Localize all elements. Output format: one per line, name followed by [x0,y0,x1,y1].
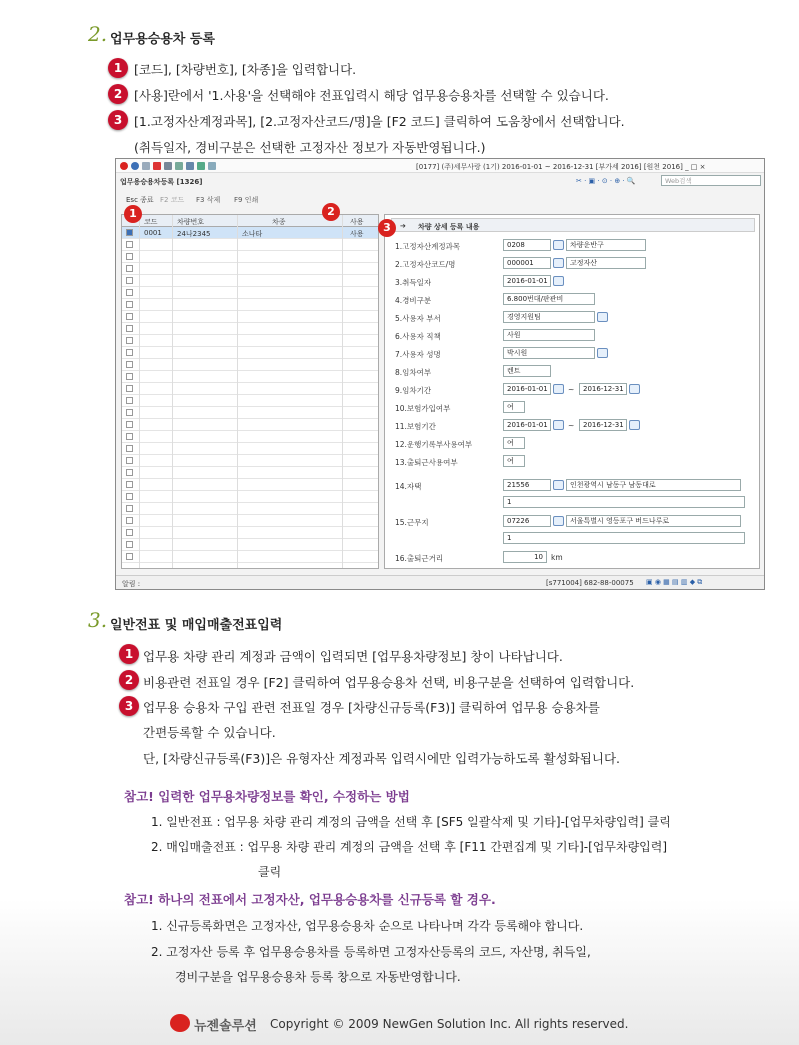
window-icon[interactable] [142,162,150,170]
field-input[interactable]: 21556 [503,479,551,491]
field-input[interactable]: 2016-01-01 [503,275,551,287]
table-row[interactable] [122,551,378,563]
lookup-icon[interactable] [553,240,564,250]
row-checkbox[interactable] [126,517,133,524]
row-checkbox[interactable] [126,505,133,512]
section-2-item-4: (취득일자, 경비구분은 선택한 고정자산 정보가 자동반영됩니다.) [134,140,486,155]
table-row[interactable] [122,467,378,479]
col-divider [172,215,173,568]
field-label: 16.출퇴근거리 [395,554,444,563]
row-checkbox[interactable] [126,529,133,536]
toolbar-right-icons: ✂ · ▣ · ⊙ · ⊕ · 🔍 [576,177,636,185]
screenshot-badge-2: 2 [322,203,340,221]
note-2-item-3: 경비구분을 업무용승용차 등록 창으로 자동반영합니다. [175,970,461,984]
row-checkbox[interactable] [126,385,133,392]
table-row[interactable] [122,479,378,491]
print-icon[interactable] [164,162,172,170]
row-checkbox[interactable] [126,229,133,236]
lookup-icon[interactable] [553,480,564,490]
table-row[interactable] [122,383,378,395]
table-row[interactable] [122,299,378,311]
table-row[interactable] [122,443,378,455]
status-left: 알림 : [122,580,141,588]
footer-copyright: Copyright © 2009 NewGen Solution Inc. All rights reserved. [270,1017,629,1031]
field-label: 12.운행기록부사용여부 [395,440,473,449]
table-row[interactable] [122,323,378,335]
col-divider [139,215,140,568]
row-checkbox[interactable] [126,373,133,380]
row-checkbox[interactable] [126,553,133,560]
f2-code-button[interactable]: F2 코드 [160,196,185,204]
field-input[interactable]: 박시원 [503,347,595,359]
field-name-box: 차량운반구 [566,239,646,251]
detail-title: 차량 상세 등록 내용 [418,223,480,231]
section-3-title: 일반전표 및 매입매출전표입력 [110,618,283,633]
unit-label: km [551,553,563,562]
col-divider [342,215,343,568]
field-input[interactable]: 000001 [503,257,551,269]
field-input[interactable]: 여 [503,455,525,467]
window-title: [0177] (주)세무사랑 (1기) 2016-01-01 ~ 2016-12-31 [부가세 2016] [원천 2016] _ □ × [416,163,706,171]
row-checkbox[interactable] [126,325,133,332]
row-use: 사용 [350,230,364,238]
row-plate: 24나2345 [177,230,211,238]
field-input-end[interactable]: 2016-12-31 [579,383,627,395]
detail-panel [384,214,760,569]
field-name-box: 서울특별시 영등포구 버드나루로 [566,515,741,527]
footer-brand: 뉴젠솔루션 [194,1019,257,1034]
lookup-icon[interactable] [553,516,564,526]
calendar-icon[interactable] [553,384,564,394]
row-checkbox[interactable] [126,265,133,272]
table-row[interactable] [122,419,378,431]
field-label: 4.경비구분 [395,296,432,305]
row-checkbox[interactable] [126,493,133,500]
field-label: 5.사용자 부서 [395,314,441,323]
field-input[interactable]: 10 [503,551,547,563]
table-row[interactable] [122,371,378,383]
calendar-icon[interactable] [186,162,194,170]
row-model: 소나타 [242,230,263,238]
col-plate: 차량번호 [177,218,205,226]
step-badge-1: 1 [108,58,128,78]
col-model: 차종 [272,218,286,226]
field-input[interactable]: 여 [503,401,525,413]
field-name-box: 고정자산 [566,257,646,269]
esc-button[interactable]: Esc 종료 [126,196,154,204]
section-3-item-1: 업무용 차량 관리 계정과 금액이 입력되면 [업무용차량정보] 창이 나타납니다. [143,649,563,664]
calc-icon[interactable] [175,162,183,170]
field-label: 2.고정자산코드/명 [395,260,456,269]
field-label: 14.자택 [395,482,422,491]
row-checkbox[interactable] [126,361,133,368]
note-2-item-1: 1. 신규등록화면은 고정자산, 업무용승용차 순으로 나타나며 각각 등록해야 합니다. [151,919,584,933]
note-1-item-1: 1. 일반전표 : 업무용 차량 관리 계정의 금액을 선택 후 [SF5 일괄삭제 및 기타]-[업무차량입력] 클릭 [151,815,671,829]
col-divider [237,215,238,568]
lookup-icon[interactable] [553,258,564,268]
note-1-title: 참고! 입력한 업무용차량정보를 확인, 수정하는 방법 [124,789,410,804]
screenshot-badge-1: 1 [124,205,142,223]
table-row[interactable] [122,335,378,347]
calendar-icon[interactable] [629,420,640,430]
row-code: 0001 [144,229,162,237]
field-label: 9.임차기간 [395,386,432,395]
field-input[interactable]: 경영지원팀 [503,311,595,323]
calendar-icon[interactable] [629,384,640,394]
window-titlebar [116,159,764,173]
row-checkbox[interactable] [126,421,133,428]
note-1-item-2: 2. 매입매출전표 : 업무용 차량 관리 계정의 금액을 선택 후 [F11 간편집계 및 기타]-[업무차량입력] [151,840,668,854]
table-row[interactable] [122,359,378,371]
section-3-number: 3. [88,608,108,632]
row-checkbox[interactable] [126,409,133,416]
step-badge-3: 3 [119,696,139,716]
table-row[interactable] [122,491,378,503]
field-input[interactable]: 07226 [503,515,551,527]
table-row[interactable] [122,539,378,551]
field-label: 1.고정자산계정과목 [395,242,461,251]
table-row[interactable] [122,395,378,407]
vehicle-list [121,214,379,569]
section-3-item-4: 간편등록할 수 있습니다. [143,725,276,740]
row-checkbox[interactable] [126,397,133,404]
field-label: 7.사용자 성명 [395,350,441,359]
field-input[interactable]: 여 [503,437,525,449]
lookup-icon[interactable] [597,312,608,322]
row-checkbox[interactable] [126,277,133,284]
list-header [122,215,378,227]
program-screenshot [115,158,765,590]
field-label: 11.보험기간 [395,422,436,431]
field-input[interactable]: 6.800번대/판관비 [503,293,595,305]
lookup-icon[interactable] [597,348,608,358]
table-row[interactable] [122,347,378,359]
calendar-icon[interactable] [553,420,564,430]
table-icon[interactable] [197,162,205,170]
field-input[interactable]: 사원 [503,329,595,341]
row-checkbox[interactable] [126,289,133,296]
row-checkbox[interactable] [126,541,133,548]
row-checkbox[interactable] [126,301,133,308]
close-doc-icon[interactable] [153,162,161,170]
detail-header [391,218,755,232]
f3-delete-button[interactable]: F3 삭제 [196,196,221,204]
f9-print-button[interactable]: F9 인쇄 [234,196,259,204]
note-2-item-2: 2. 고정자산 등록 후 업무용승용차를 등록하면 고정자산등록의 코드, 자산명, 취득일, [151,945,591,959]
field-input[interactable]: 2016-01-01 [503,383,551,395]
note-2-title: 참고! 하나의 전표에서 고정자산, 업무용승용차를 신규등록 할 경우. [124,892,496,907]
field-label: 8.임차여부 [395,368,432,377]
table-row[interactable] [122,311,378,323]
table-row[interactable] [122,263,378,275]
table-row[interactable] [122,239,378,251]
field-label: 10.보험가입여부 [395,404,451,413]
row-checkbox[interactable] [126,313,133,320]
field-label: 13.출퇴근사용여부 [395,458,458,467]
section-2-item-1: [코드], [차량번호], [차종]을 입력합니다. [134,62,357,77]
col-code: 코드 [144,218,158,226]
section-3-item-5: 단, [차량신규등록(F3)]은 유형자산 계정과목 입력시에만 입력가능하도록 활성화됩니다. [143,751,620,766]
field-label: 3.취득일자 [395,278,432,287]
field-label: 15.근무지 [395,518,429,527]
section-3-item-3: 업무용 승용차 구입 관련 전표일 경우 [차량신규등록(F3)] 클릭하여 업무용 승용차를 [143,700,600,715]
table-row[interactable] [122,455,378,467]
app-icon [120,162,128,170]
help-icon[interactable] [131,162,139,170]
field-input[interactable]: 2016-01-01 [503,419,551,431]
table-row[interactable] [122,287,378,299]
field-input[interactable]: 0208 [503,239,551,251]
range-separator: ~ [568,421,575,430]
row-checkbox[interactable] [126,445,133,452]
table-row[interactable] [122,515,378,527]
range-separator: ~ [568,385,575,394]
web-search-input[interactable]: Web검색 [661,175,761,186]
table-row[interactable] [122,275,378,287]
row-checkbox[interactable] [126,241,133,248]
field-label: 6.사용자 직책 [395,332,441,341]
section-3-item-2: 비용관련 전표일 경우 [F2] 클릭하여 업무용승용차 선택, 비용구분을 선택하여 입력합니다. [143,675,635,690]
screenshot-badge-3: 3 [378,219,396,237]
field-input[interactable]: 렌트 [503,365,551,377]
row-checkbox[interactable] [126,469,133,476]
note-1-item-3: 클릭 [258,865,282,879]
field-input-end[interactable]: 2016-12-31 [579,419,627,431]
status-right: [s771004] 682-88-00075 [546,579,634,587]
table-row[interactable] [122,407,378,419]
table-row[interactable] [122,431,378,443]
row-checkbox[interactable] [126,253,133,260]
calendar-icon[interactable] [553,276,564,286]
step-badge-3: 3 [108,110,128,130]
section-2-number: 2. [88,22,108,46]
row-checkbox[interactable] [126,349,133,356]
address-detail-input[interactable]: 1 [503,496,745,508]
field-name-box: 인천광역시 남동구 남동대로 [566,479,741,491]
col-use: 사용 [350,218,364,226]
section-2-title: 업무용승용차 등록 [110,32,215,47]
table-row[interactable] [122,227,378,239]
arrow-icon: ➔ [400,222,406,230]
step-badge-1: 1 [119,644,139,664]
step-badge-2: 2 [108,84,128,104]
newgen-logo-icon [170,1014,190,1032]
table-row[interactable] [122,527,378,539]
address-detail-input[interactable]: 1 [503,532,745,544]
status-icons: ▣ ◉ ▦ ▤ ▥ ◆ ⧉ [646,578,703,586]
row-checkbox[interactable] [126,433,133,440]
row-checkbox[interactable] [126,457,133,464]
section-2-item-2: [사용]란에서 '1.사용'을 선택해야 전표입력시 해당 업무용승용차를 선택할 수 있습니다. [134,88,609,103]
step-badge-2: 2 [119,670,139,690]
screen-title: 업무용승용차등록 [1326] [120,178,203,186]
table-row[interactable] [122,503,378,515]
section-2-item-3: [1.고정자산계정과목], [2.고정자산코드/명]을 [F2 코드] 클릭하여 도움창에서 선택합니다. [134,114,625,129]
table-row[interactable] [122,251,378,263]
row-checkbox[interactable] [126,481,133,488]
row-checkbox[interactable] [126,337,133,344]
doc-icon[interactable] [208,162,216,170]
status-bar [116,575,764,589]
